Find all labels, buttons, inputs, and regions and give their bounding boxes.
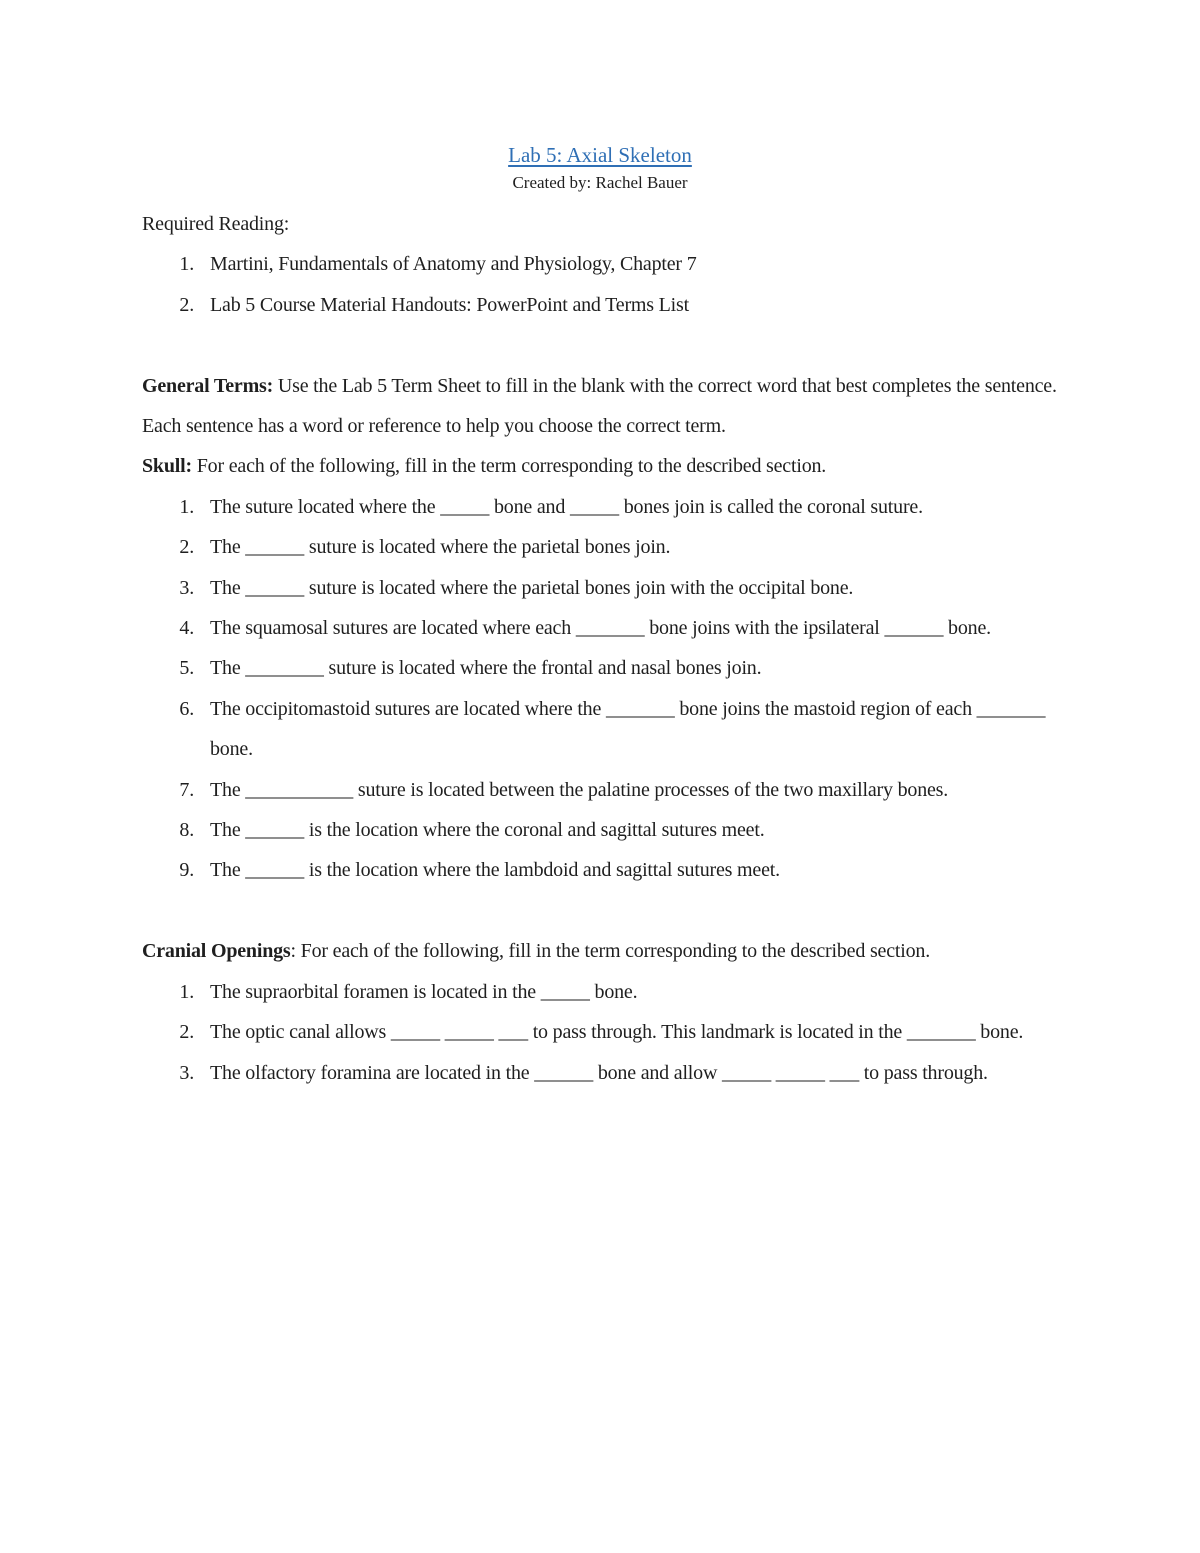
item-number: 2. xyxy=(179,536,194,559)
question-item xyxy=(142,608,1072,648)
question-item xyxy=(142,1053,1072,1093)
item-number: 2. xyxy=(179,1021,194,1044)
general-terms-paragraph xyxy=(142,366,1072,447)
section-instructions: : For each of the following, fill in the term corresponding to the described section. xyxy=(290,940,930,963)
question-text: The squamosal sutures are located where each _______ bone joins with the ipsilateral ______ bone. xyxy=(210,617,991,640)
item-number: 8. xyxy=(179,819,194,842)
question-item xyxy=(142,1012,1072,1052)
question-item xyxy=(142,648,1072,688)
item-text: Lab 5 Course Material Handouts: PowerPoint and Terms List xyxy=(210,293,689,316)
item-number: 3. xyxy=(179,1061,194,1084)
question-item xyxy=(142,972,1072,1012)
item-number: 1. xyxy=(179,980,194,1003)
question-item xyxy=(142,770,1072,810)
section-label: General Terms: xyxy=(142,374,274,397)
question-text: The ______ suture is located where the parietal bones join with the occipital bone. xyxy=(210,576,854,599)
question-text: The ______ suture is located where the parietal bones join. xyxy=(210,536,671,559)
question-item xyxy=(142,810,1072,850)
item-number: 6. xyxy=(179,697,194,720)
skull-paragraph xyxy=(142,446,1072,486)
document-body xyxy=(142,204,1072,1093)
list-item xyxy=(142,285,1072,325)
section-label: Cranial Openings xyxy=(142,940,291,963)
section-instructions: Use the Lab 5 Term Sheet to fill in the blank with the correct word that best completes the sentence. Each sentence has a word or reference to help you choose the correct term. xyxy=(142,374,1057,438)
question-text: The ___________ suture is located between the palatine processes of the two maxillary bones. xyxy=(210,778,949,801)
question-item xyxy=(142,850,1072,890)
section-label: Skull: xyxy=(142,455,192,478)
question-item xyxy=(142,689,1072,770)
spacer xyxy=(142,891,1072,931)
section-instructions: For each of the following, fill in the term corresponding to the described section. xyxy=(191,455,827,478)
author-line: Created by: Rachel Bauer xyxy=(512,173,688,192)
question-text: The supraorbital foramen is located in the _____ bone. xyxy=(210,980,638,1003)
item-number: 2. xyxy=(179,293,194,316)
question-text: The occipitomastoid sutures are located where the _______ bone joins the mastoid region of each _______ bone. xyxy=(210,697,1046,761)
question-text: The suture located where the _____ bone and _____ bones join is called the coronal suture. xyxy=(210,495,923,518)
question-text: The olfactory foramina are located in the ______ bone and allow _____ _____ ___ to pass through. xyxy=(210,1061,988,1084)
question-item xyxy=(142,487,1072,527)
list-item xyxy=(142,244,1072,284)
item-text: Martini, Fundamentals of Anatomy and Physiology, Chapter 7 xyxy=(210,253,697,276)
item-number: 5. xyxy=(179,657,194,680)
skull-questions xyxy=(142,487,1072,891)
question-text: The optic canal allows _____ _____ ___ to pass through. This landmark is located in the _______ bone. xyxy=(210,1021,1024,1044)
item-number: 1. xyxy=(179,495,194,518)
item-number: 7. xyxy=(179,778,194,801)
item-number: 4. xyxy=(179,617,194,640)
cranial-openings-paragraph xyxy=(142,931,1072,971)
question-text: The ______ is the location where the lambdoid and sagittal sutures meet. xyxy=(210,859,780,882)
required-reading-label: Required Reading: xyxy=(142,213,290,235)
cranial-questions xyxy=(142,972,1072,1093)
item-number: 1. xyxy=(179,253,194,276)
question-text: The ______ is the location where the coronal and sagittal sutures meet. xyxy=(210,819,765,842)
question-item xyxy=(142,527,1072,567)
item-number: 9. xyxy=(179,859,194,882)
question-text: The ________ suture is located where the frontal and nasal bones join. xyxy=(210,657,762,680)
item-number: 3. xyxy=(179,576,194,599)
document-title[interactable]: Lab 5: Axial Skeleton xyxy=(508,143,692,167)
question-item xyxy=(142,568,1072,608)
reading-list xyxy=(142,244,1072,325)
spacer xyxy=(142,325,1072,365)
